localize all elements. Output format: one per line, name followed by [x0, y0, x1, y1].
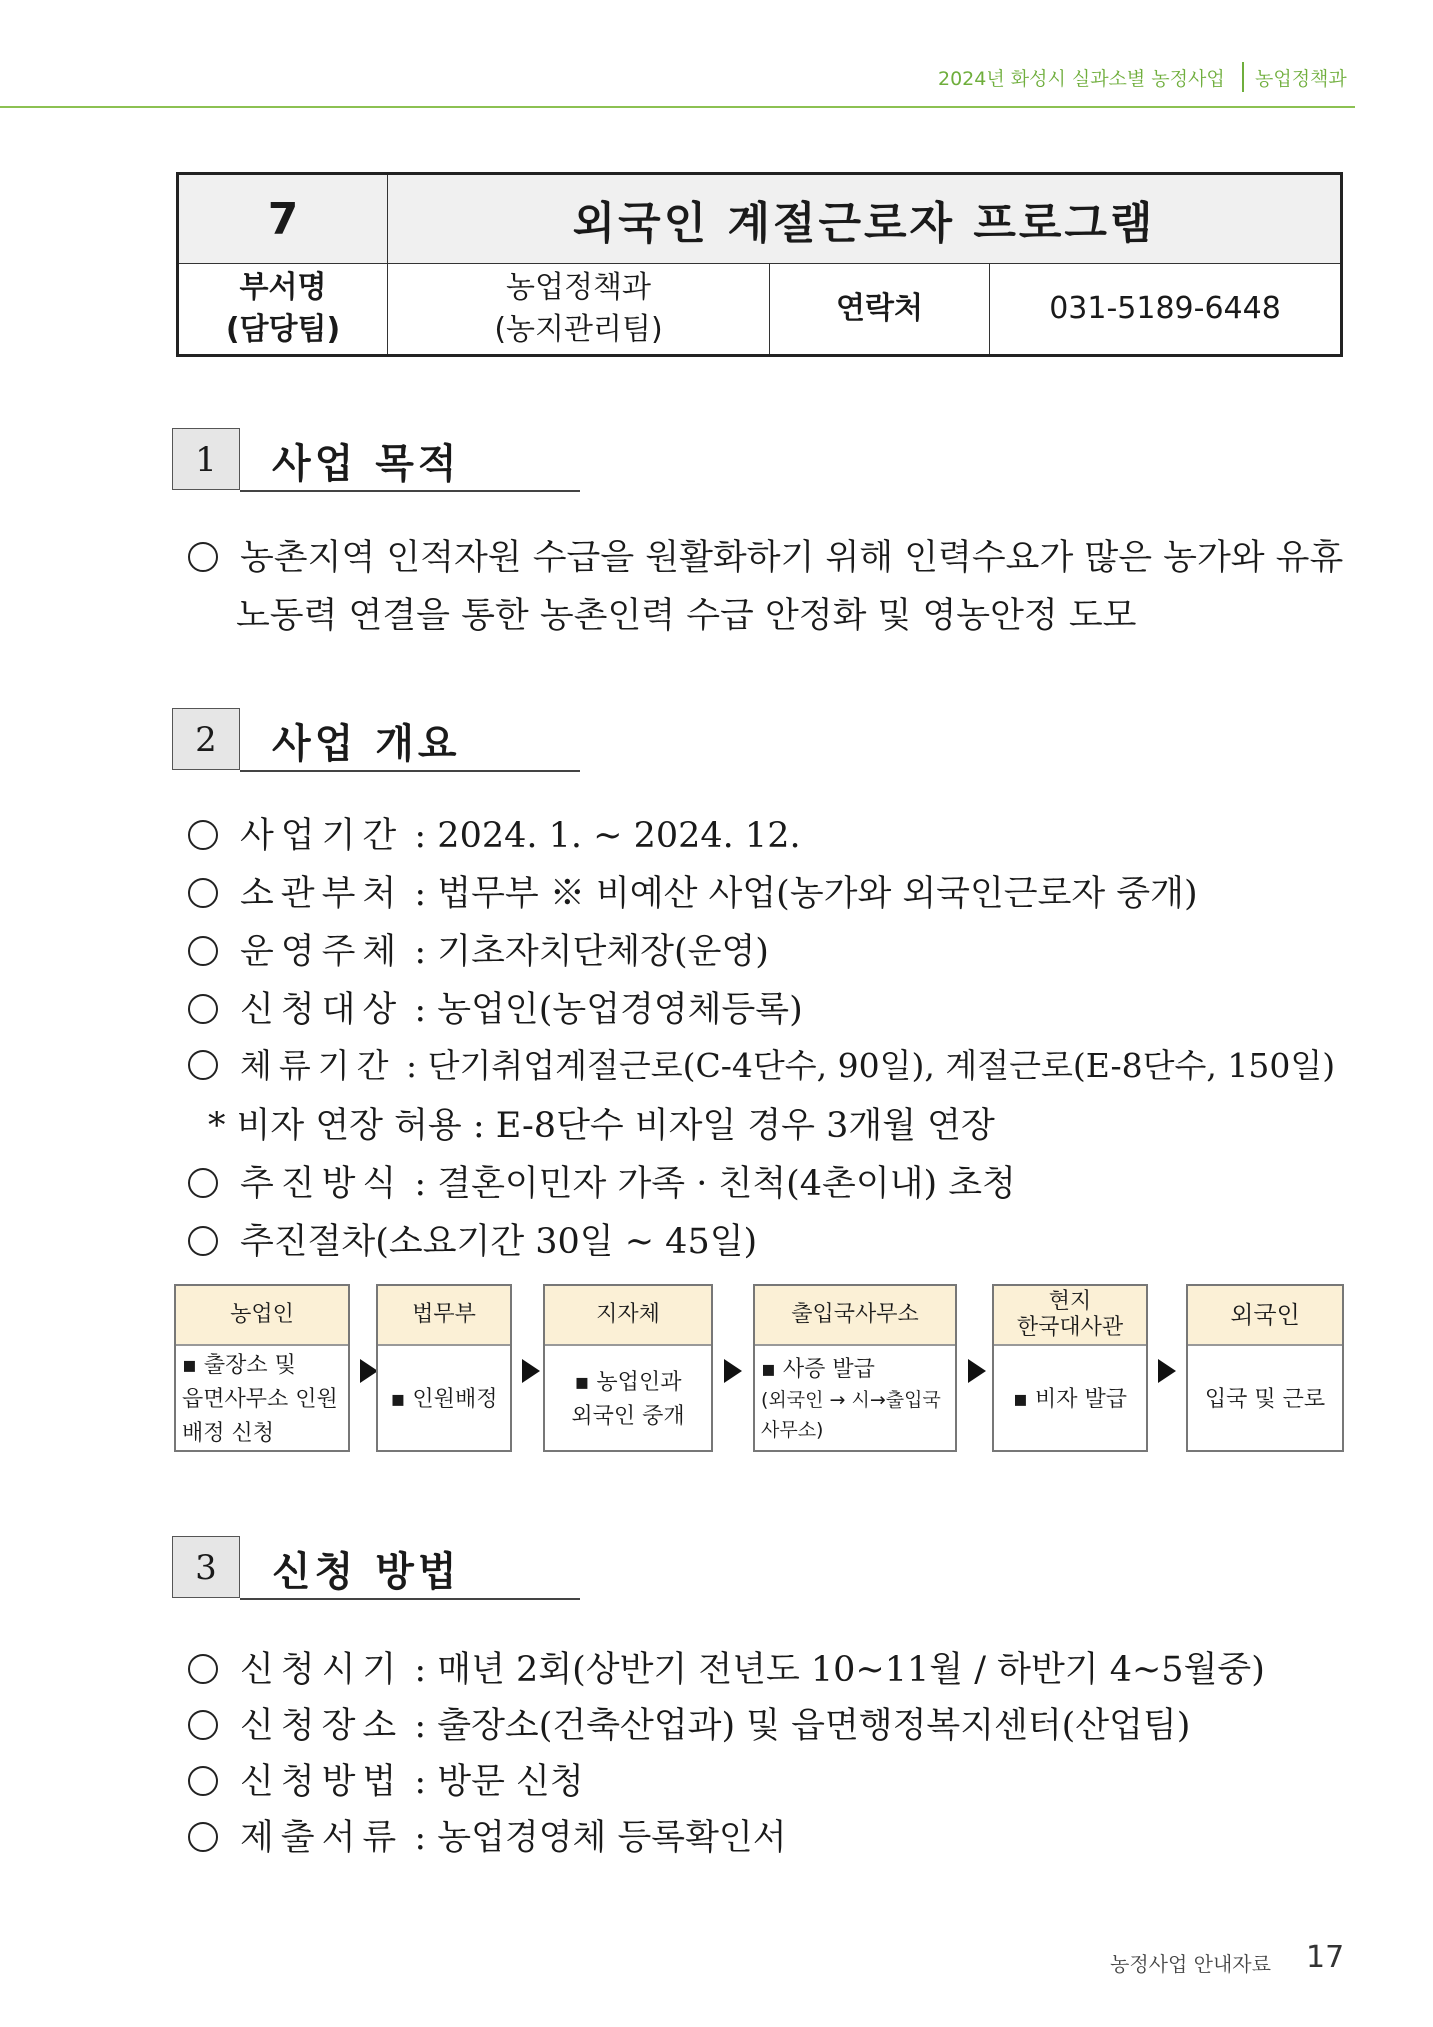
item-value: : 농업경영체 등록확인서	[414, 1818, 787, 1858]
flow-body-line: ▪ 비자 발급	[1013, 1387, 1127, 1412]
flow-body-line: 사무소)	[761, 1419, 824, 1441]
section-number: 1	[172, 428, 240, 490]
item-value: : 기초자치단체장(운영)	[414, 932, 769, 972]
circle-bullet-icon	[188, 994, 218, 1024]
circle-bullet-icon	[188, 1050, 218, 1080]
apply-item-method	[188, 1754, 584, 1804]
section-underline	[240, 490, 580, 492]
flow-arrow-icon	[968, 1359, 986, 1383]
item-value: : 매년 2회(상반기 전년도 10~11월 / 하반기 4~5월중)	[414, 1650, 1265, 1690]
overview-item-procedure	[188, 1214, 757, 1264]
flow-step-body	[1188, 1346, 1342, 1454]
flow-body-line: ▪ 인원배정	[390, 1387, 498, 1412]
item-label: 소관부처	[240, 874, 404, 914]
flow-step-ministry	[376, 1284, 512, 1452]
section-underline	[240, 770, 580, 772]
section-underline	[240, 1598, 580, 1600]
item-value: : 2024. 1. ~ 2024. 12.	[414, 816, 801, 856]
dept-value-line1: 농업정책과	[506, 270, 651, 305]
item-value: : 출장소(건축산업과) 및 읍면행정복지센터(산업팀)	[414, 1706, 1191, 1746]
dept-label	[178, 264, 388, 356]
overview-item-operator	[188, 924, 769, 974]
section-number: 2	[172, 708, 240, 770]
item-label: 추진방식	[240, 1164, 404, 1204]
dept-label-line1: 부서명	[239, 270, 327, 305]
flow-arrow-icon	[522, 1359, 540, 1383]
flow-step-head	[994, 1286, 1146, 1346]
overview-item-stay	[188, 1040, 1335, 1087]
circle-bullet-icon	[188, 542, 218, 572]
flow-arrow-icon	[1158, 1359, 1176, 1383]
flow-body-line: (외국인 → 시→출입국	[761, 1389, 941, 1411]
circle-bullet-icon	[188, 1226, 218, 1256]
flow-body-line: 외국인 중개	[571, 1404, 685, 1429]
contact-value: 031-5189-6448	[990, 264, 1342, 356]
apply-item-documents	[188, 1810, 787, 1860]
item-label: 운영주체	[240, 932, 404, 972]
header-doc-title: 2024년 화성시 실과소별 농정사업	[938, 68, 1225, 90]
item-label: 추진절차(소요기간 30일 ~ 45일)	[240, 1222, 758, 1262]
item-label: 사업기간	[240, 816, 404, 856]
section-number: 3	[172, 1536, 240, 1598]
flow-step-embassy	[992, 1284, 1148, 1452]
overview-item-period	[188, 808, 801, 858]
item-label: 제출서류	[240, 1818, 404, 1858]
circle-bullet-icon	[188, 1168, 218, 1198]
flow-body-line: ▪ 사증 발급	[761, 1357, 875, 1382]
contact-label: 연락처	[770, 264, 990, 356]
overview-item-target	[188, 982, 803, 1032]
section-title: 사업 개요	[272, 721, 461, 767]
dept-label-line2: (담당팀)	[225, 312, 341, 347]
flow-step-head: 외국인	[1188, 1286, 1342, 1346]
flow-step-head: 법무부	[378, 1286, 510, 1346]
item-label: 체류기간	[240, 1046, 396, 1085]
flow-step-head: 지자체	[545, 1286, 711, 1346]
purpose-text-1: 농촌지역 인적자원 수급을 원활화하기 위해 인력수요가 많은 농가와 유휴	[240, 538, 1344, 578]
dept-value-line2: (농지관리팀)	[494, 312, 663, 347]
flow-step-farmer	[174, 1284, 350, 1452]
circle-bullet-icon	[188, 936, 218, 966]
section-1-heading	[172, 428, 580, 492]
flow-arrow-icon	[724, 1359, 742, 1383]
item-label: 신청장소	[240, 1706, 404, 1746]
flow-head-line: 현지	[1048, 1289, 1092, 1314]
section-3-heading	[172, 1536, 580, 1600]
purpose-line-2: 노동력 연결을 통한 농촌인력 수급 안정화 및 영농안정 도모	[236, 596, 1137, 636]
flow-body-line: 읍면사무소 인원	[182, 1387, 338, 1412]
program-info-table	[176, 172, 1343, 357]
flow-step-body	[755, 1346, 955, 1454]
overview-item-method	[188, 1156, 1016, 1206]
dept-value	[388, 264, 770, 356]
flow-step-local-gov	[543, 1284, 713, 1452]
circle-bullet-icon	[188, 1710, 218, 1740]
flow-step-body	[378, 1346, 510, 1454]
circle-bullet-icon	[188, 1654, 218, 1684]
visa-extension-note: * 비자 연장 허용 : E-8단수 비자일 경우 3개월 연장	[208, 1106, 995, 1146]
flow-step-body	[176, 1346, 348, 1454]
item-value: : 농업인(농업경영체등록)	[414, 990, 803, 1030]
circle-bullet-icon	[188, 1822, 218, 1852]
flow-step-body	[545, 1346, 711, 1454]
header-department: 농업정책과	[1255, 68, 1347, 90]
flow-step-immigration	[753, 1284, 957, 1452]
section-2-heading	[172, 708, 580, 772]
flow-body-line: ▪ 출장소 및	[182, 1353, 296, 1378]
flow-body-line: 입국 및 근로	[1204, 1387, 1326, 1412]
flow-step-foreigner	[1186, 1284, 1344, 1452]
overview-item-ministry	[188, 866, 1198, 916]
circle-bullet-icon	[188, 878, 218, 908]
item-value: : 방문 신청	[414, 1762, 584, 1802]
flow-head-line: 한국대사관	[1016, 1315, 1124, 1340]
flow-body-line: ▪ 농업인과	[574, 1370, 682, 1395]
section-title: 사업 목적	[272, 441, 461, 487]
footer-label: 농정사업 안내자료	[1110, 1952, 1271, 1976]
item-label: 신청시기	[240, 1650, 404, 1690]
flow-step-head: 출입국사무소	[755, 1286, 955, 1346]
circle-bullet-icon	[188, 820, 218, 850]
page-number: 17	[1306, 1940, 1345, 1975]
item-value: : 단기취업계절근로(C-4단수, 90일), 계절근로(E-8단수, 150일)	[406, 1046, 1336, 1085]
apply-item-period	[188, 1642, 1265, 1692]
item-label: 신청방법	[240, 1762, 404, 1802]
section-title: 신청 방법	[272, 1549, 461, 1595]
item-value: : 결혼이민자 가족 · 친척(4촌이내) 초청	[414, 1164, 1016, 1204]
circle-bullet-icon	[188, 1766, 218, 1796]
program-title: 외국인 계절근로자 프로그램	[388, 174, 1342, 264]
flow-body-line: 배정 신청	[182, 1421, 275, 1446]
program-number: 7	[178, 174, 388, 264]
apply-item-place	[188, 1698, 1190, 1748]
flow-step-head: 농업인	[176, 1286, 348, 1346]
flow-step-body	[994, 1346, 1146, 1454]
item-value: : 법무부 ※ 비예산 사업(농가와 외국인근로자 중개)	[414, 874, 1198, 914]
header-rule	[0, 106, 1355, 108]
purpose-line-1	[188, 530, 1343, 580]
item-label: 신청대상	[240, 990, 404, 1030]
header-divider	[1242, 62, 1244, 92]
